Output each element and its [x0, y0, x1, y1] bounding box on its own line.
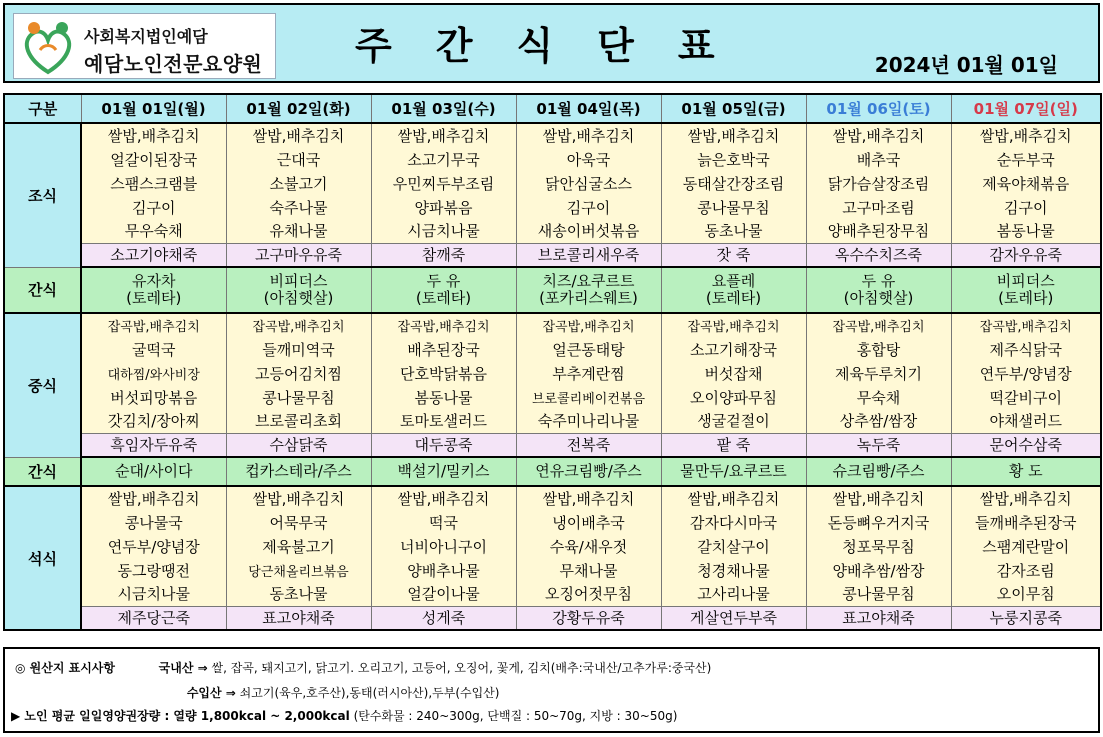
- snack-drink: (토레타): [415, 289, 472, 307]
- menu-item: 숙주나물: [226, 195, 371, 219]
- menu-item: 소고기해장국: [661, 337, 806, 361]
- porridge-item: 흑임자두유죽: [81, 433, 226, 457]
- dinner-row: [4, 582, 1101, 606]
- breakfast-label: 조식: [4, 123, 81, 267]
- snack-name: 요플레: [711, 272, 756, 290]
- menu-item: 오이무침: [951, 582, 1101, 606]
- menu-item: 잡곡밥,배추김치: [371, 313, 516, 337]
- menu-item: 쌀밥,배추김치: [371, 486, 516, 510]
- menu-item: 제육불고기: [226, 534, 371, 558]
- menu-item: 양배추나물: [371, 558, 516, 582]
- nutrition-detail: (탄수화물 : 240~300g, 단백질 : 50~70g, 지방 : 30~50g): [353, 709, 678, 723]
- menu-item: 잡곡밥,배추김치: [806, 313, 951, 337]
- snack-name: 유자차: [132, 272, 176, 290]
- origin-domestic-line: [15, 659, 711, 676]
- weekly-menu-table: [3, 93, 1102, 631]
- menu-item: 양파볶음: [371, 195, 516, 219]
- snack-item: [516, 267, 661, 313]
- origin-title: ◎ 원산지 표시사항: [15, 661, 115, 675]
- menu-item: 단호박닭볶음: [371, 361, 516, 385]
- menu-item: 얼갈이된장국: [81, 147, 226, 171]
- menu-item: 쌀밥,배추김치: [516, 486, 661, 510]
- snack-item: [226, 267, 371, 313]
- snack-drink: (토레타): [705, 289, 762, 307]
- menu-item: 제주식닭국: [951, 337, 1101, 361]
- menu-item: 고구마조림: [806, 195, 951, 219]
- snack-item: [661, 267, 806, 313]
- menu-item: 쌀밥,배추김치: [226, 486, 371, 510]
- menu-item: 우민찌두부조림: [371, 171, 516, 195]
- snack-drink: (아침햇살): [263, 289, 334, 307]
- lunch-row: [4, 409, 1101, 433]
- lunch-row: [4, 361, 1101, 385]
- menu-item: 김구이: [516, 195, 661, 219]
- logo: [13, 13, 276, 79]
- domestic-label: 국내산 ⇒: [158, 661, 208, 675]
- menu-item: 숙주미나리나물: [516, 409, 661, 433]
- origin-import-line: [15, 684, 499, 701]
- breakfast-row: [4, 123, 1101, 147]
- menu-item: 청경채나물: [661, 558, 806, 582]
- menu-item: 연두부/양념장: [81, 534, 226, 558]
- menu-item: 순두부국: [951, 147, 1101, 171]
- porridge-item: 옥수수치즈죽: [806, 243, 951, 267]
- menu-item: 토마토샐러드: [371, 409, 516, 433]
- snack-item: 컵카스테라/주스: [226, 457, 371, 486]
- menu-item: 돈등뼈우거지국: [806, 510, 951, 534]
- menu-item: 소불고기: [226, 171, 371, 195]
- menu-item: 동초나물: [226, 582, 371, 606]
- snack-name: 비피더스: [996, 272, 1055, 290]
- menu-item: 굴떡국: [81, 337, 226, 361]
- page-title: 주간식단표: [355, 24, 759, 68]
- porridge-item: 참깨죽: [371, 243, 516, 267]
- breakfast-row: [4, 219, 1101, 243]
- menu-item: 유채나물: [226, 219, 371, 243]
- menu-item: 배추된장국: [371, 337, 516, 361]
- menu-item: 제육두루치기: [806, 361, 951, 385]
- menu-item: 잡곡밥,배추김치: [516, 313, 661, 337]
- menu-item: 홍합탕: [806, 337, 951, 361]
- menu-item: 고사리나물: [661, 582, 806, 606]
- menu-item: 너비아니구이: [371, 534, 516, 558]
- menu-item: 닭가슴살장조림: [806, 171, 951, 195]
- lunch-row: [4, 385, 1101, 409]
- menu-date: 2024년 01월 01일: [874, 53, 1058, 77]
- menu-item: 근대국: [226, 147, 371, 171]
- breakfast-porridge-row: [4, 243, 1101, 267]
- porridge-item: 감자우유죽: [951, 243, 1101, 267]
- menu-item: 늙은호박국: [661, 147, 806, 171]
- menu-item: 버섯잡채: [661, 361, 806, 385]
- menu-item: 상추쌈/쌈장: [806, 409, 951, 433]
- snack-item: [81, 267, 226, 313]
- menu-item: 콩나물무침: [226, 385, 371, 409]
- breakfast-row: [4, 195, 1101, 219]
- menu-item: 어묵무국: [226, 510, 371, 534]
- menu-item: 오징어젓무침: [516, 582, 661, 606]
- porridge-item: 게살연두부죽: [661, 606, 806, 630]
- nutrition-title: ▶ 노인 평균 일일영양권장량 : 열량 1,800kcal ~ 2,000kcal: [11, 709, 350, 723]
- menu-item: 배추국: [806, 147, 951, 171]
- day-header-row: [4, 94, 1101, 123]
- lunch-porridge-row: [4, 433, 1101, 457]
- snack-item: [806, 267, 951, 313]
- menu-item: 제육야채볶음: [951, 171, 1101, 195]
- snack-drink: (토레타): [998, 289, 1054, 307]
- menu-item: 봄동나물: [951, 219, 1101, 243]
- day-header: 01월 03일(수): [371, 94, 516, 123]
- menu-item: 잡곡밥,배추김치: [951, 313, 1101, 337]
- morning-snack-row: [4, 267, 1101, 313]
- porridge-item: 표고야채죽: [226, 606, 371, 630]
- menu-item: 들깨미역국: [226, 337, 371, 361]
- corner-label: 구분: [4, 94, 81, 123]
- porridge-item: 강황두유죽: [516, 606, 661, 630]
- menu-item: 무숙채: [806, 385, 951, 409]
- menu-item: 브로콜리초회: [226, 409, 371, 433]
- menu-item: 봄동나물: [371, 385, 516, 409]
- menu-item: 당근채올리브볶음: [226, 558, 371, 582]
- snack-name: 치즈/요쿠르트: [542, 272, 635, 290]
- facility-name: 예담노인전문요양원: [84, 52, 263, 76]
- menu-item: 쌀밥,배추김치: [81, 123, 226, 147]
- porridge-item: 브로콜리새우죽: [516, 243, 661, 267]
- snack-name: 두 유: [861, 272, 896, 290]
- menu-item: 스팸스크램블: [81, 171, 226, 195]
- snack-item: 연유크림빵/주스: [516, 457, 661, 486]
- menu-item: 콩나물무침: [661, 195, 806, 219]
- snack-drink: (포카리스웨트): [539, 289, 638, 307]
- porridge-item: 제주당근죽: [81, 606, 226, 630]
- menu-item: 수육/새우젓: [516, 534, 661, 558]
- menu-item: 오이양파무침: [661, 385, 806, 409]
- porridge-item: 수삼닭죽: [226, 433, 371, 457]
- porridge-item: 녹두죽: [806, 433, 951, 457]
- menu-item: 야채샐러드: [951, 409, 1101, 433]
- menu-item: 콩나물국: [81, 510, 226, 534]
- porridge-item: 대두콩죽: [371, 433, 516, 457]
- menu-item: 생굴겉절이: [661, 409, 806, 433]
- dinner-porridge-row: [4, 606, 1101, 630]
- dinner-row: [4, 486, 1101, 510]
- menu-item: 동초나물: [661, 219, 806, 243]
- afternoon-snack-row: [4, 457, 1101, 486]
- day-header: 01월 05일(금): [661, 94, 806, 123]
- porridge-item: 고구마우유죽: [226, 243, 371, 267]
- menu-item: 잡곡밥,배추김치: [81, 313, 226, 337]
- menu-item: 소고기무국: [371, 147, 516, 171]
- porridge-item: 문어수삼죽: [951, 433, 1101, 457]
- porridge-item: 소고기야채죽: [81, 243, 226, 267]
- dinner-label: 석식: [4, 486, 81, 630]
- heart-leaf-logo-icon: [18, 20, 78, 76]
- menu-item: 김구이: [951, 195, 1101, 219]
- org-name: 사회복지법인예담: [84, 27, 208, 46]
- menu-item: 아욱국: [516, 147, 661, 171]
- menu-item: 쌀밥,배추김치: [806, 123, 951, 147]
- day-header: 01월 02일(화): [226, 94, 371, 123]
- nutrition-line: [11, 707, 677, 724]
- menu-item: 김구이: [81, 195, 226, 219]
- lunch-row: [4, 337, 1101, 361]
- menu-item: 갓김치/장아찌: [81, 409, 226, 433]
- menu-item: 브로콜리베이컨볶음: [516, 385, 661, 409]
- menu-item: 고등어김치찜: [226, 361, 371, 385]
- snack-name: 비피더스: [269, 272, 328, 290]
- menu-item: 새송이버섯볶음: [516, 219, 661, 243]
- menu-item: 잡곡밥,배추김치: [226, 313, 371, 337]
- lunch-label: 중식: [4, 313, 81, 457]
- snack-item: [371, 267, 516, 313]
- menu-item: 떡갈비구이: [951, 385, 1101, 409]
- breakfast-row: [4, 147, 1101, 171]
- menu-item: 쌀밥,배추김치: [516, 123, 661, 147]
- snack-item: 순대/사이다: [81, 457, 226, 486]
- menu-item: 무우숙채: [81, 219, 226, 243]
- snack-item: 백설기/밀키스: [371, 457, 516, 486]
- menu-item: 들깨배추된장국: [951, 510, 1101, 534]
- menu-item: 얼큰동태탕: [516, 337, 661, 361]
- menu-item: 쌀밥,배추김치: [226, 123, 371, 147]
- menu-item: 갈치살구이: [661, 534, 806, 558]
- menu-item: 감자다시마국: [661, 510, 806, 534]
- porridge-item: 잣 죽: [661, 243, 806, 267]
- menu-item: 연두부/양념장: [951, 361, 1101, 385]
- menu-item: 부추계란찜: [516, 361, 661, 385]
- page-header: [3, 3, 1100, 83]
- menu-item: 청포묵무침: [806, 534, 951, 558]
- porridge-item: 표고야채죽: [806, 606, 951, 630]
- snack-drink: (아침햇살): [843, 289, 914, 307]
- menu-item: 콩나물무침: [806, 582, 951, 606]
- menu-item: 쌀밥,배추김치: [951, 123, 1101, 147]
- menu-item: 감자조림: [951, 558, 1101, 582]
- menu-item: 무채나물: [516, 558, 661, 582]
- import-text: 쇠고기(육우,호주산),동태(러시아산),두부(수입산): [239, 686, 500, 700]
- afternoon-snack-label: 간식: [4, 457, 81, 486]
- morning-snack-label: 간식: [4, 267, 81, 313]
- dinner-row: [4, 534, 1101, 558]
- dinner-row: [4, 510, 1101, 534]
- day-header-saturday: 01월 06일(토): [806, 94, 951, 123]
- day-header: 01월 01일(월): [81, 94, 226, 123]
- menu-item: 얼갈이나물: [371, 582, 516, 606]
- domestic-text: 쌀, 잡곡, 돼지고기, 닭고기. 오리고기, 고등어, 오징어, 꽃게, 김치(배추:국내산/고추가루:중국산): [211, 661, 712, 675]
- snack-item: [951, 267, 1101, 313]
- porridge-item: 누룽지콩죽: [951, 606, 1101, 630]
- menu-item: 쌀밥,배추김치: [806, 486, 951, 510]
- menu-item: 스팸계란말이: [951, 534, 1101, 558]
- porridge-item: 팥 죽: [661, 433, 806, 457]
- menu-item: 동그랑땡전: [81, 558, 226, 582]
- snack-item: 물만두/요쿠르트: [661, 457, 806, 486]
- snack-drink: (토레타): [126, 289, 182, 307]
- menu-item: 떡국: [371, 510, 516, 534]
- snack-item: 황 도: [951, 457, 1101, 486]
- menu-item: 버섯피망볶음: [81, 385, 226, 409]
- day-header: 01월 04일(목): [516, 94, 661, 123]
- breakfast-row: [4, 171, 1101, 195]
- menu-item: 쌀밥,배추김치: [661, 123, 806, 147]
- snack-name: 두 유: [426, 272, 461, 290]
- menu-item: 닭안심굴소스: [516, 171, 661, 195]
- menu-body: [4, 123, 1101, 630]
- menu-item: 동태살간장조림: [661, 171, 806, 195]
- menu-item: 쌀밥,배추김치: [81, 486, 226, 510]
- footer-notes: [3, 647, 1100, 733]
- menu-item: 쌀밥,배추김치: [371, 123, 516, 147]
- porridge-item: 전복죽: [516, 433, 661, 457]
- day-header-sunday: 01월 07일(일): [951, 94, 1101, 123]
- menu-item: 시금치나물: [371, 219, 516, 243]
- porridge-item: 성게죽: [371, 606, 516, 630]
- dinner-row: [4, 558, 1101, 582]
- menu-item: 양배추된장무침: [806, 219, 951, 243]
- menu-item: 양배추쌈/쌈장: [806, 558, 951, 582]
- menu-item: 대하찜/와사비장: [81, 361, 226, 385]
- lunch-row: [4, 313, 1101, 337]
- menu-item: 시금치나물: [81, 582, 226, 606]
- snack-item: 슈크림빵/주스: [806, 457, 951, 486]
- import-label: 수입산 ⇒: [186, 686, 236, 700]
- menu-item: 잡곡밥,배추김치: [661, 313, 806, 337]
- menu-item: 냉이배추국: [516, 510, 661, 534]
- menu-item: 쌀밥,배추김치: [661, 486, 806, 510]
- menu-item: 쌀밥,배추김치: [951, 486, 1101, 510]
